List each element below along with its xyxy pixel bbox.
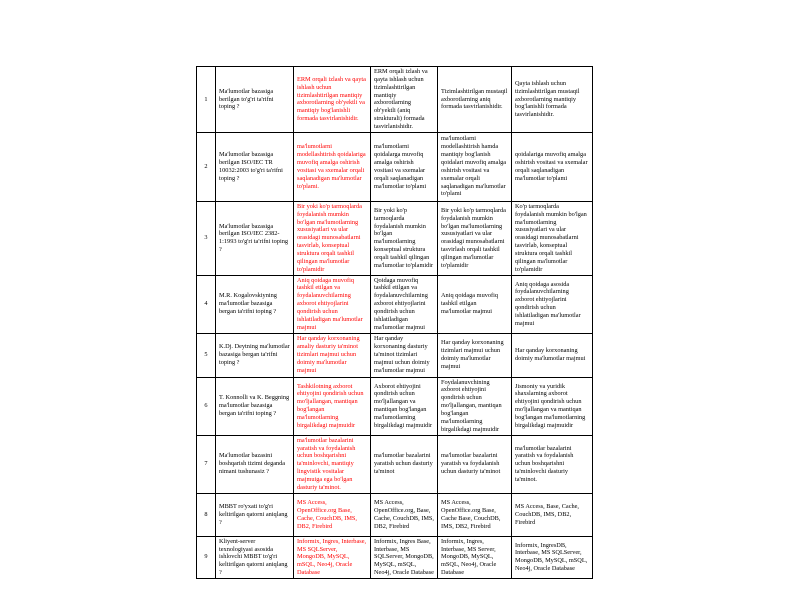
answer-option-correct: ma'lumotlarni modellashtirish qoidalariga muvofiq amalga oshirish vositasi va sxemalar orqali saqlanadigan ma'lumotlar to'plami. bbox=[294, 132, 371, 201]
question-number: 9 bbox=[197, 536, 216, 578]
answer-option-correct: Bir yoki ko'p tarmoqlarda foydalanish mumkin bo'lgan ma'lumotlarning xususiyatlari va ular orasidagi munosabatlarni tasvirlab, konseptual struktura orqali tashkil qilingan ma'lumotlar to'plamidir bbox=[294, 201, 371, 275]
question-text: K.Dj. Deytning ma'lumotlar bazasiga bergan ta'rifni toping ? bbox=[216, 333, 294, 377]
question-text: T. Konnolli va K. Beggning ma'lumotlar bazasiga bergan ta'rifni toping ? bbox=[216, 377, 294, 435]
answer-option: Aniq qoidaga asosida foydalanuvchilarning axborot ehtiyojlarini qondirish uchun ishlatiladigan ma'lumotlar majmui bbox=[512, 275, 593, 333]
answer-option: Bir yoki ko'p tarmoqlarda foydalanish mumkin bo'lgan ma'lumotlarning xususiyatlari va ular orasidagi munosabatlarni tasvirlash orqali tashkil qilingan ma'lumotlar to'plamidir bbox=[438, 201, 512, 275]
question-text: M.R. Kogalovskiyning ma'lumotlar bazasiga bergan ta'rifni toping ? bbox=[216, 275, 294, 333]
question-number: 5 bbox=[197, 333, 216, 377]
question-number: 1 bbox=[197, 67, 216, 133]
answer-option-correct: Har qanday korxonaning amaliy dasturiy ta'minot tizimlari majmui uchun doimiy ma'lumotlar majmui bbox=[294, 333, 371, 377]
answer-option: Informix, Ingres, Interbase, MS Server, MongoDB, MySQL, mSQL, Neo4j, Oracle Database bbox=[438, 536, 512, 578]
question-text: Ma'lumotlar bazasiga berilgan ISO/IEC TR 10032:2003 to'g'ri ta'rifni toping ? bbox=[216, 132, 294, 201]
quiz-table bbox=[196, 66, 593, 579]
answer-option-correct: MS Access, OpenOffice.org Base, Cache, CouchDB, IMS, DB2, Firebird bbox=[294, 493, 371, 536]
question-text: Ma'lumotlar bazasiga berilgan ISO/IEC 2382-1:1993 to'g'ri ta'rifni toping ? bbox=[216, 201, 294, 275]
answer-option-correct: Tashkilotning axborot ehtiyojini qondirish uchun mo'ljallangan, mantiqan bog'langan ma'lumotlarning birgalikdagi majmuidir bbox=[294, 377, 371, 435]
question-text: Ma'lumotlar bazasini boshqarish tizimi deganda nimani tushunasiz ? bbox=[216, 435, 294, 493]
question-number: 2 bbox=[197, 132, 216, 201]
answer-option: ma'lumotlar bazalarini yaratish va foydalanish uchun dasturiy ta'minot bbox=[438, 435, 512, 493]
table-row bbox=[197, 67, 593, 133]
answer-option: Qoidaga muvofiq tashkil etilgan va foydalanuvchilarning axborot ehtiyojlarini qondirish uchun ishlatiladigan ma'lumotlar majmui bbox=[371, 275, 438, 333]
question-text: Kliyent-server texnologiyasi asosida ishlovchi MBBT to'g'ri keltirilgan qatorni aniqlang ? bbox=[216, 536, 294, 578]
answer-option: ERM orqali izlash va qayta ishlash uchun tizimlashtirilgan mantiqiy axborotlarning ob'yektli (aniq strukturali) formada tasvirlanishidir. bbox=[371, 67, 438, 133]
table-row bbox=[197, 536, 593, 578]
answer-option: Har qanday korxonaning doimiy ma'lumotlar majmui bbox=[512, 333, 593, 377]
table-row bbox=[197, 132, 593, 201]
answer-option: Ko'p tarmoqlarda foydalanish mumkin bo'lgan ma'lumotlarning xususiyatlari va ular orasidagi munosabatlarni tasvirlab, konseptual struktura orqali tashkil qilingan ma'lumotlar to'plamidir bbox=[512, 201, 593, 275]
answer-option: Har qanday korxonaning tizimlari majmui uchun doimiy ma'lumotlar majmui bbox=[438, 333, 512, 377]
answer-option: Informix, IngresDB, Interbase, MS SQLServer, MongoDB, MySQL, mSQL, Neo4j, Oracle Database bbox=[512, 536, 593, 578]
question-number: 7 bbox=[197, 435, 216, 493]
answer-option: ma'lumotlarni modellashtirish hamda mantiqiy bog'lanish qoidalari muvofiq amalga oshirish vositasi va sxemalar orqali saqlanadigan ma'lumotlar to'plami bbox=[438, 132, 512, 201]
answer-option-correct: ma'lumotlar bazalarini yaratish va foydalanish uchun boshqarishni ta'minlovchi, mantiqiy lingvistik vositalar majmuiga ega bo'lgan dasturiy ta'minot. bbox=[294, 435, 371, 493]
answer-option: Axborot ehtiyojini qondirish uchun mo'ljallangan va mantiqan bog'langan ma'lumotlarning birgalikdagi majmuidir bbox=[371, 377, 438, 435]
answer-option: MS Access, Base, Cache, CouchDB, IMS, DB2, Firebird bbox=[512, 493, 593, 536]
table-row bbox=[197, 435, 593, 493]
answer-option: Har qanday korxonaning dasturiy ta'minot tizimlari majmui uchun doimiy ma'lumotlar majmui bbox=[371, 333, 438, 377]
answer-option: Informix, Ingres Base, Interbase, MS SQLServer, MongoDB, MySQL, mSQL, Neo4j, Oracle Database bbox=[371, 536, 438, 578]
answer-option: MS Access, OpenOffice.org, Base, Cache, CouchDB, IMS, DB2, Firebird bbox=[371, 493, 438, 536]
answer-option: Foydalanuvchining axborot ehtiyojini qondirish uchun mo'ljallangan, mantiqan bog'langan ma'lumotlarning birgalikdagi majmuidir bbox=[438, 377, 512, 435]
answer-option: ma'lumotlarni qoidalarga muvofiq amalga oshirish vositasi va sxemalar orqali saqlanadigan ma'lumotlar to'plami bbox=[371, 132, 438, 201]
question-text: Ma'lumotlar bazasiga berilgan to'g'ri ta'rifni toping ? bbox=[216, 67, 294, 133]
answer-option: ma'lumotlar bazalarini yaratish va foydalanish uchun boshqarishni ta'minlovchi dasturiy ta'minot. bbox=[512, 435, 593, 493]
table-row bbox=[197, 333, 593, 377]
answer-option-correct: ERM orqali izlash va qayta ishlash uchun tizimlashtirilgan mantiqiy axborotlarning ob'yektli va mantiqiy bog'lanishli formada tasvirlanishidir. bbox=[294, 67, 371, 133]
answer-option: qoidalariga muvofiq amalga oshirish vositasi va sxemalar orqali saqlanadigan ma'lumotlar to'plami bbox=[512, 132, 593, 201]
question-number: 4 bbox=[197, 275, 216, 333]
answer-option: MS Access, OpenOffice.org Base, Cache Base, CouchDB, IMS, DB2, Firebird bbox=[438, 493, 512, 536]
table-row bbox=[197, 377, 593, 435]
answer-option-correct: Informix, Ingres, Interbase, MS SQLServer, MongoDB, MySQL, mSQL, Neo4j, Oracle Database bbox=[294, 536, 371, 578]
answer-option: Jismoniy va yuridik shaxslarning axborot ehtiyojini qondirish uchun mo'ljallangan va mantiqan bog'langan ma'lumotlarning birgalikdagi majmuidir bbox=[512, 377, 593, 435]
answer-option: Tizimlashtirilgan mustaqil axborotlarning aniq formada tasvirlanishidir. bbox=[438, 67, 512, 133]
answer-option: Bir yoki ko'p tarmoqlarda foydalanish mumkin bo'lgan ma'lumotlarning konseptual struktura orqali tashkil qilingan ma'lumotlar to'plamidir bbox=[371, 201, 438, 275]
question-text: MBBT ro'yxati to'g'ri keltirilgan qatorni aniqlang ? bbox=[216, 493, 294, 536]
answer-option: ma'lumotlar bazalarini yaratish uchun dasturiy ta'minot bbox=[371, 435, 438, 493]
answer-option-correct: Aniq qoidaga muvofiq tashkil etilgan va foydalanuvchilarning axborot ehtiyojlarini qondirish uchun ishlatiladigan ma'lumotlar majmui bbox=[294, 275, 371, 333]
question-number: 3 bbox=[197, 201, 216, 275]
question-number: 6 bbox=[197, 377, 216, 435]
table-row bbox=[197, 493, 593, 536]
answer-option: Qayta ishlash uchun tizimlashtirilgan mustaqil axborotlarning mantiqiy bog'lanishli formada tasvirlanishidir. bbox=[512, 67, 593, 133]
table-row bbox=[197, 201, 593, 275]
question-number: 8 bbox=[197, 493, 216, 536]
answer-option: Aniq qoidaga muvofiq tashkil etilgan ma'lumotlar majmui bbox=[438, 275, 512, 333]
table-row bbox=[197, 275, 593, 333]
